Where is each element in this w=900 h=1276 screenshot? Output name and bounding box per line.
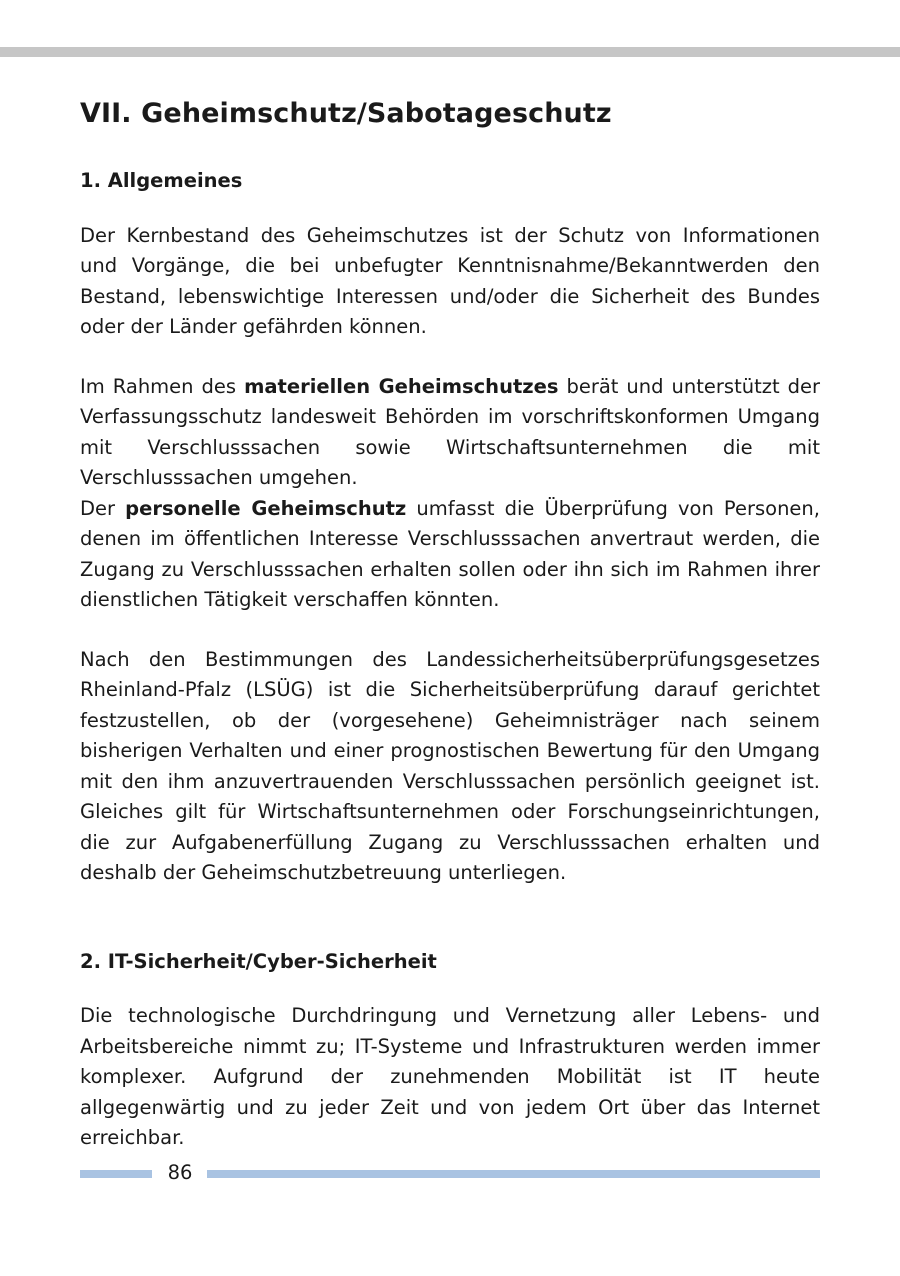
footer-bar-right <box>207 1170 820 1178</box>
page-number: 86 <box>167 1161 193 1184</box>
paragraph-lsueg: Nach den Bestimmungen des Landessicherheitsüberprüfungsgesetzes Rheinland-Pfalz (LSÜG) ist die Sicherheitsüberprüfung darauf gerichtet festzustellen, ob der (vorgesehene) Geheimnisträger nach seinem bisherigen Verhalten und einer prognostischen Bewertung für den Umgang mit den ihm anzuvertrauenden Verschlusssachen persönlich geeignet ist. Gleiches gilt für Wirtschaftsunternehmen oder Forschungseinrichtungen, die zur Aufgabenerfüllung Zugang zu Verschlusssachen erhalten und deshalb der Geheimschutzbetreuung unterliegen. <box>80 647 820 884</box>
paragraph-text: Der <box>80 496 126 520</box>
paragraph-it-durchdringung: Die technologische Durchdringung und Vernetzung aller Lebens- und Arbeitsbereiche nimmt zu; IT-Systeme und Infrastrukturen werden immer komplexer. Aufgrund der zunehmenden Mobilität ist IT heute allgegenwärtig und zu jeder Zeit und von jedem Ort über das Internet erreichbar. <box>80 1004 820 1149</box>
bold-term-personeller-geheimschutz: personelle Geheimschutz <box>125 496 407 520</box>
paragraph-text: berät und unterstützt der Verfassungsschutz landesweit Behörden im vorschriftskonformen Umgang mit Verschlusssachen sowie Wirtschaftsunternehmen die mit Verschlusssachen umgehen. <box>80 374 820 489</box>
paragraph-kernbestand: Der Kernbestand des Geheimschutzes ist der Schutz von Informationen und Vorgänge, die bei unbefugter Kenntnisnahme/Bekanntwerden den Bestand, lebenswichtige Interessen und/oder die Sicherheit des Bundes oder der Länder gefährden können. <box>80 223 820 338</box>
section-heading-allgemeines: 1. Allgemeines <box>80 169 243 192</box>
paragraph-personeller-geheimschutz <box>80 494 820 616</box>
paragraph-text: Im Rahmen des <box>80 374 245 398</box>
top-rule <box>0 47 900 57</box>
footer-bar-left <box>80 1170 152 1178</box>
page-content <box>80 92 820 1154</box>
section-heading-it-sicherheit: 2. IT-Sicherheit/Cyber-Sicherheit <box>80 949 437 973</box>
paragraph-text: umfasst die Überprüfung von Personen, denen im öffentlichen Interesse Verschlusssachen anvertraut werden, die Zugang zu Verschlusssachen erhalten sollen oder ihn sich im Rahmen ihrer dienstlichen Tätigkeit verschaffen könnten. <box>80 496 820 611</box>
paragraph-materieller-geheimschutz <box>80 372 820 494</box>
page-title: VII. Geheimschutz/Sabotageschutz <box>80 98 612 129</box>
page-footer <box>80 1160 820 1186</box>
bold-term-materieller-geheimschutz: materiellen Geheimschutzes <box>244 374 559 398</box>
